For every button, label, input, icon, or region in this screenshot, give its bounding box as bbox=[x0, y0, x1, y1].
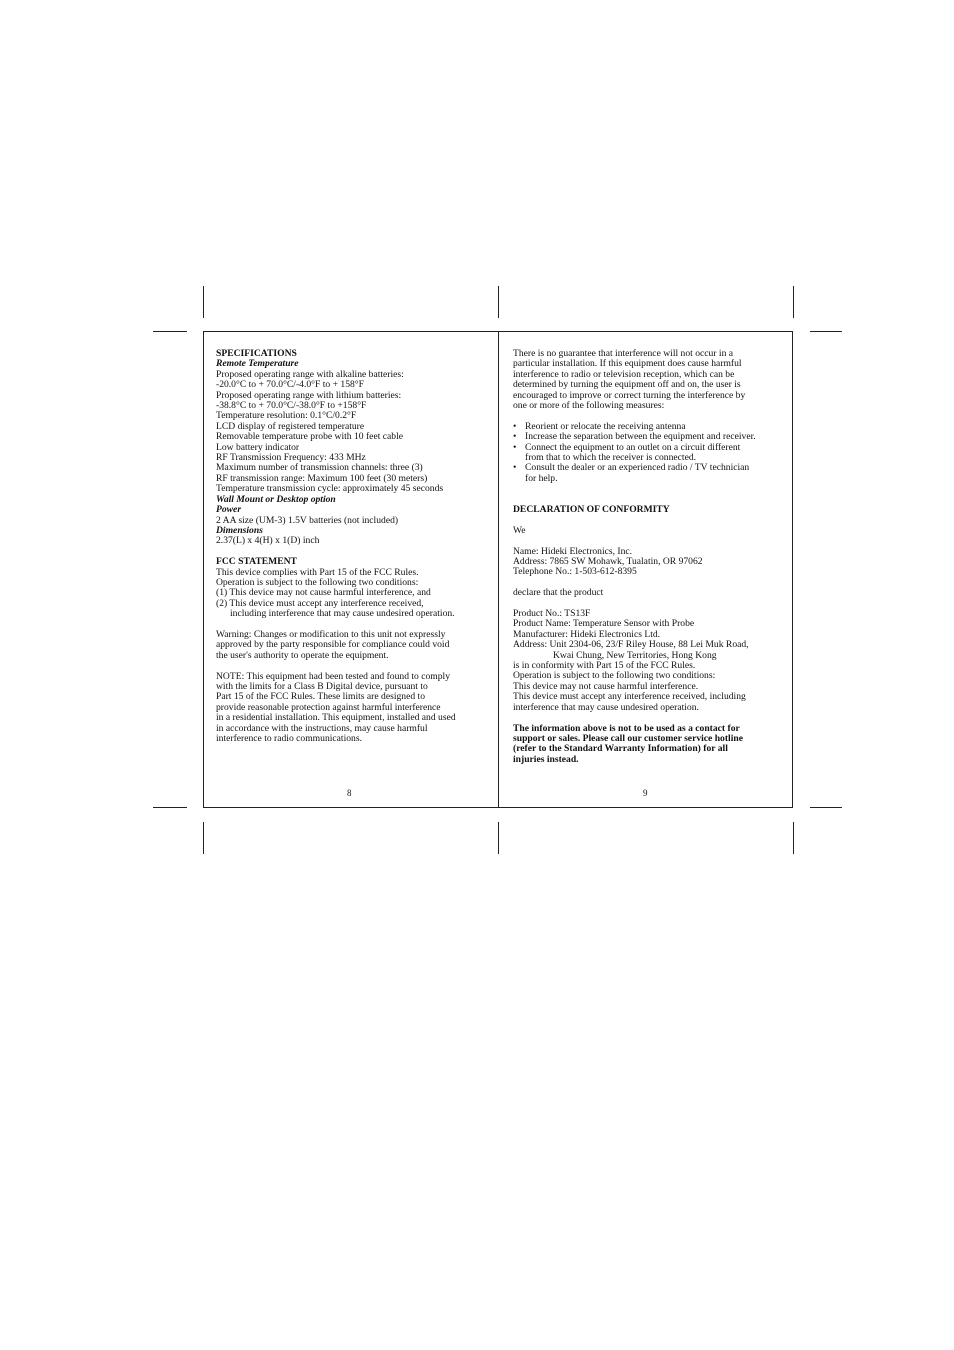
declaration-heading: DECLARATION OF CONFORMITY bbox=[513, 504, 670, 516]
note-line: interference to radio communications. bbox=[216, 732, 362, 744]
conformity-line: is in conformity with Part 15 of the FCC Rules. bbox=[513, 660, 696, 672]
bullet-icon: • bbox=[513, 431, 517, 443]
crop-mark-bottom-right bbox=[793, 822, 794, 854]
product-line: Manufacturer: Hideki Electronics Ltd. bbox=[513, 628, 661, 640]
bullet-text: from that to which the receiver is connected. bbox=[525, 452, 697, 464]
spec-line: Removable temperature probe with 10 feet cable bbox=[216, 431, 403, 443]
spec-line: Maximum number of transmission channels: three (3) bbox=[216, 462, 423, 474]
company-line: Name: Hideki Electronics, Inc. bbox=[513, 545, 633, 557]
warning-line: approved by the party responsible for compliance could void bbox=[216, 639, 450, 651]
note-line: in accordance with the instructions, may cause harmful bbox=[216, 722, 428, 734]
intro-line: particular installation. If this equipment does cause harmful bbox=[513, 358, 742, 370]
note-line: in a residential installation. This equipment, installed and used bbox=[216, 712, 456, 724]
note-line: Part 15 of the FCC Rules. These limits are designed to bbox=[216, 691, 425, 703]
bullet-text: Reorient or relocate the receiving antenna bbox=[525, 420, 686, 432]
spacer bbox=[513, 713, 756, 723]
crop-mark-top-center bbox=[498, 286, 499, 318]
left-page-content bbox=[216, 349, 456, 744]
conformity-line: Operation is subject to the following two conditions: bbox=[513, 670, 716, 682]
bullet-text: Consult the dealer or an experienced radio / TV technician bbox=[525, 462, 750, 474]
fcc-line: This device complies with Part 15 of the FCC Rules. bbox=[216, 566, 419, 578]
dimensions-text: 2.37(L) x 4(H) x 1(D) inch bbox=[216, 535, 320, 547]
fcc-statement-heading: FCC STATEMENT bbox=[216, 556, 297, 568]
warning-line: the user's authority to operate the equipment. bbox=[216, 649, 389, 661]
address-continuation: Kwai Chung, New Territories, Hong Kong bbox=[553, 649, 717, 661]
we-text: We bbox=[513, 524, 526, 536]
spec-line: RF transmission range: Maximum 100 feet (30 meters) bbox=[216, 472, 428, 484]
bullet-text: Connect the equipment to an outlet on a circuit different bbox=[525, 441, 741, 453]
crop-mark-bottom-left bbox=[203, 822, 204, 854]
fcc-line: (2) This device must accept any interference received, bbox=[216, 597, 424, 609]
spec-line: Temperature transmission cycle: approximately 45 seconds bbox=[216, 483, 444, 495]
spec-line: LCD display of registered temperature bbox=[216, 420, 365, 432]
note-line: provide reasonable protection against harmful interference bbox=[216, 701, 441, 713]
product-line: Address: Unit 2304-06, 23/F Riley House, 88 Lei Muk Road, bbox=[513, 639, 749, 651]
company-line: Telephone No.: 1-503-612-8395 bbox=[513, 566, 637, 578]
bold-notice-line: support or sales. Please call our customer service hotline bbox=[513, 732, 743, 744]
note-line: with the limits for a Class B Digital device, pursuant to bbox=[216, 680, 428, 692]
intro-line: determined by turning the equipment off and on, the user is bbox=[513, 379, 741, 391]
bullet-text: for help. bbox=[525, 472, 558, 484]
remote-temperature-heading: Remote Temperature bbox=[216, 358, 299, 370]
intro-line: one or more of the following measures: bbox=[513, 400, 665, 412]
conformity-line: This device may not cause harmful interference. bbox=[513, 680, 699, 692]
spec-line: Temperature resolution: 0.1°C/0.2°F bbox=[216, 410, 357, 422]
bold-notice-line: (refer to the Standard Warranty Information) for all bbox=[513, 743, 728, 755]
bullet-text: Increase the separation between the equipment and receiver. bbox=[525, 431, 756, 443]
intro-line: interference to radio or television reception, which can be bbox=[513, 368, 735, 380]
spec-line: Proposed operating range with lithium batteries: bbox=[216, 389, 402, 401]
crop-mark-right-top bbox=[810, 331, 842, 332]
company-line: Address: 7865 SW Mohawk, Tualatin, OR 97062 bbox=[513, 556, 703, 568]
bullet-icon: • bbox=[513, 441, 517, 453]
spacer bbox=[513, 515, 756, 525]
intro-line: encouraged to improve or correct turning the interference by bbox=[513, 389, 746, 401]
wall-mount-heading: Wall Mount or Desktop option bbox=[216, 493, 336, 505]
power-heading: Power bbox=[216, 504, 242, 516]
spacer bbox=[216, 661, 456, 671]
dimensions-heading: Dimensions bbox=[216, 524, 263, 536]
spacer bbox=[513, 484, 756, 494]
fcc-line-indented: including interference that may cause undesired operation. bbox=[230, 608, 455, 620]
spec-line: Proposed operating range with alkaline batteries: bbox=[216, 368, 404, 380]
bold-notice-line: injuries instead. bbox=[513, 753, 579, 765]
crop-mark-bottom-center bbox=[498, 822, 499, 854]
page-number-left: 8 bbox=[347, 788, 352, 798]
intro-line: There is no guarantee that interference will not occur in a bbox=[513, 348, 734, 359]
crop-mark-top-left bbox=[203, 286, 204, 318]
bullet-item bbox=[513, 443, 756, 464]
crop-mark-left-top bbox=[153, 331, 187, 332]
bullet-icon: • bbox=[513, 420, 517, 432]
bullet-item bbox=[513, 463, 756, 484]
declare-text: declare that the product bbox=[513, 587, 604, 599]
page-divider bbox=[498, 331, 499, 808]
bullet-icon: • bbox=[513, 462, 517, 474]
note-line: NOTE: This equipment had been tested and found to comply bbox=[216, 670, 451, 682]
specifications-heading: SPECIFICATIONS bbox=[216, 348, 297, 359]
bold-notice-line: The information above is not to be used as a contact for bbox=[513, 722, 740, 734]
right-page-content bbox=[513, 349, 756, 765]
spec-line: Low battery indicator bbox=[216, 441, 300, 453]
power-text: 2 AA size (UM-3) 1.5V batteries (not included) bbox=[216, 514, 399, 526]
spec-line: RF Transmission Frequency: 433 MHz bbox=[216, 452, 366, 464]
spec-line: -38.8°C to + 70.0°C/-38.0°F to +158°F bbox=[216, 400, 367, 412]
conformity-line: interference that may cause undesired operation. bbox=[513, 701, 699, 713]
spec-line: -20.0°C to + 70.0°C/-4.0°F to + 158°F bbox=[216, 379, 364, 391]
page-number-right: 9 bbox=[643, 788, 648, 798]
product-line: Product Name: Temperature Sensor with Probe bbox=[513, 618, 695, 630]
fcc-line: Operation is subject to the following two conditions: bbox=[216, 576, 419, 588]
conformity-line: This device must accept any interference received, including bbox=[513, 691, 746, 703]
crop-mark-right-bottom bbox=[810, 807, 842, 808]
crop-mark-top-right bbox=[793, 286, 794, 318]
fcc-line: (1) This device may not cause harmful interference, and bbox=[216, 587, 431, 599]
product-line: Product No.: TS13F bbox=[513, 608, 591, 620]
warning-line: Warning: Changes or modification to this unit not expressly bbox=[216, 628, 446, 640]
crop-mark-left-bottom bbox=[153, 807, 187, 808]
